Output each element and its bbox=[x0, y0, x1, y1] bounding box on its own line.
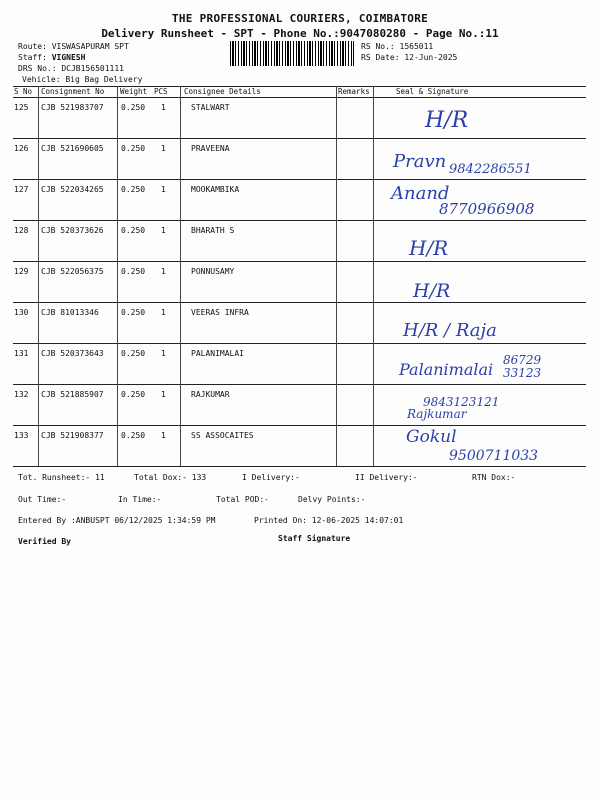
row-130-consignee: VEERAS INFRA bbox=[191, 308, 249, 317]
row-131-phone: 86729 33123 bbox=[503, 353, 542, 380]
company-title: THE PROFESSIONAL COURIERS, COIMBATORE bbox=[171, 12, 429, 25]
row-127-consignment: CJB 522034265 bbox=[41, 185, 104, 194]
staff-label: Staff: bbox=[18, 53, 52, 62]
row-128-weight: 0.250 bbox=[121, 226, 146, 235]
row-132-weight: 0.250 bbox=[121, 390, 146, 399]
staff bbox=[18, 53, 85, 62]
vehicle: Vehicle: Big Bag Delivery bbox=[22, 75, 143, 84]
rs-date: RS Date: 12-Jun-2025 bbox=[361, 53, 458, 62]
row-126-consignment: CJB 521690605 bbox=[41, 144, 104, 153]
row-132-sno: 132 bbox=[14, 390, 29, 399]
row-130-pcs: 1 bbox=[161, 308, 166, 317]
row-125-consignee: STALWART bbox=[191, 103, 230, 112]
col-consignee: Consignee Details bbox=[184, 87, 261, 96]
rs-number: RS No.: 1565011 bbox=[361, 42, 434, 51]
row-126-phone: 9842286551 bbox=[449, 162, 532, 177]
row-125-consignment: CJB 521983707 bbox=[41, 103, 104, 112]
row-130-consignment: CJB 81013346 bbox=[41, 308, 99, 317]
row-127-phone: 8770966908 bbox=[439, 200, 535, 218]
staff-name: VIGNESH bbox=[51, 53, 86, 62]
delvy-points: Delvy Points:- bbox=[298, 495, 366, 504]
row-128-consignee: BHARATH S bbox=[191, 226, 235, 235]
col-signature: Seal & Signature bbox=[396, 87, 469, 96]
out-time: Out Time:- bbox=[18, 495, 67, 504]
total-dox: Total Dox:- 133 bbox=[134, 473, 207, 482]
row-129-weight: 0.250 bbox=[121, 267, 146, 276]
row-129-sno: 129 bbox=[14, 267, 29, 276]
row-132-consignee: RAJKUMAR bbox=[191, 390, 230, 399]
drs-number: DRS No.: DCJB156501111 bbox=[18, 64, 124, 73]
row-130-sno: 130 bbox=[14, 308, 29, 317]
entered-by: Entered By :ANBUSPT 06/12/2025 1:34:59 PM bbox=[18, 516, 216, 525]
col-weight: Weight bbox=[120, 87, 148, 96]
row-126-signature: Pravn bbox=[393, 151, 447, 172]
row-133-consignment: CJB 521908377 bbox=[41, 431, 104, 440]
barcode bbox=[230, 41, 354, 66]
verified-by: Verified By bbox=[18, 537, 71, 546]
in-time: In Time:- bbox=[118, 495, 162, 504]
runsheet-subtitle: Delivery Runsheet - SPT - Phone No.:9047080280 - Page No.:11 bbox=[101, 27, 499, 40]
rtn-dox: RTN Dox:- bbox=[472, 473, 516, 482]
col-remarks: Remarks bbox=[338, 87, 370, 96]
tot-runsheet: Tot. Runsheet:- 11 bbox=[18, 473, 105, 482]
row-133-consignee: SS ASSOCAITES bbox=[191, 431, 254, 440]
row-131-consignee: PALANIMALAI bbox=[191, 349, 244, 358]
row-131-signature: Palanimalai bbox=[399, 360, 494, 379]
i-delivery: I Delivery:- bbox=[242, 473, 300, 482]
row-132-pcs: 1 bbox=[161, 390, 166, 399]
row-129-pcs: 1 bbox=[161, 267, 166, 276]
row-129-consignment: CJB 522056375 bbox=[41, 267, 104, 276]
row-127-weight: 0.250 bbox=[121, 185, 146, 194]
row-131-sno: 131 bbox=[14, 349, 29, 358]
row-130-signature: H/R / Raja bbox=[403, 320, 497, 341]
row-132-signature: Rajkumar bbox=[407, 407, 467, 421]
row-125-pcs: 1 bbox=[161, 103, 166, 112]
printed-on: Printed On: 12-06-2025 14:07:01 bbox=[254, 516, 404, 525]
row-128-signature: H/R bbox=[409, 236, 449, 260]
row-131-pcs: 1 bbox=[161, 349, 166, 358]
row-133-phone: 9500711033 bbox=[449, 448, 539, 464]
row-131-consignment: CJB 520373643 bbox=[41, 349, 104, 358]
col-pcs: PCS bbox=[154, 87, 168, 96]
row-127-sno: 127 bbox=[14, 185, 29, 194]
row-127-signature: Anand bbox=[391, 183, 450, 204]
row-126-weight: 0.250 bbox=[121, 144, 146, 153]
row-133-pcs: 1 bbox=[161, 431, 166, 440]
row-128-sno: 128 bbox=[14, 226, 29, 235]
row-129-signature: H/R bbox=[413, 280, 451, 302]
row-125-signature: H/R bbox=[425, 108, 469, 133]
row-132-consignment: CJB 521885907 bbox=[41, 390, 104, 399]
row-133-sno: 133 bbox=[14, 431, 29, 440]
row-125-weight: 0.250 bbox=[121, 103, 146, 112]
row-129-consignee: PONNUSAMY bbox=[191, 267, 235, 276]
row-127-consignee: MOOKAMBIKA bbox=[191, 185, 240, 194]
row-126-pcs: 1 bbox=[161, 144, 166, 153]
ii-delivery: II Delivery:- bbox=[355, 473, 418, 482]
runsheet-table bbox=[13, 86, 586, 466]
row-133-signature: Gokul bbox=[406, 427, 457, 447]
row-126-consignee: PRAVEENA bbox=[191, 144, 230, 153]
row-133-weight: 0.250 bbox=[121, 431, 146, 440]
row-130-weight: 0.250 bbox=[121, 308, 146, 317]
row-127-pcs: 1 bbox=[161, 185, 166, 194]
row-132-phone: 9843123121 bbox=[423, 395, 500, 409]
staff-signature: Staff Signature bbox=[278, 534, 351, 543]
row-128-consignment: CJB 520373626 bbox=[41, 226, 104, 235]
row-131-weight: 0.250 bbox=[121, 349, 146, 358]
row-126-sno: 126 bbox=[14, 144, 29, 153]
col-consignment: Consignment No bbox=[41, 87, 105, 96]
col-sno: S No bbox=[14, 87, 33, 96]
row-128-pcs: 1 bbox=[161, 226, 166, 235]
route: Route: VISWASAPURAM SPT bbox=[18, 42, 129, 51]
row-125-sno: 125 bbox=[14, 103, 29, 112]
total-pod: Total POD:- bbox=[216, 495, 269, 504]
